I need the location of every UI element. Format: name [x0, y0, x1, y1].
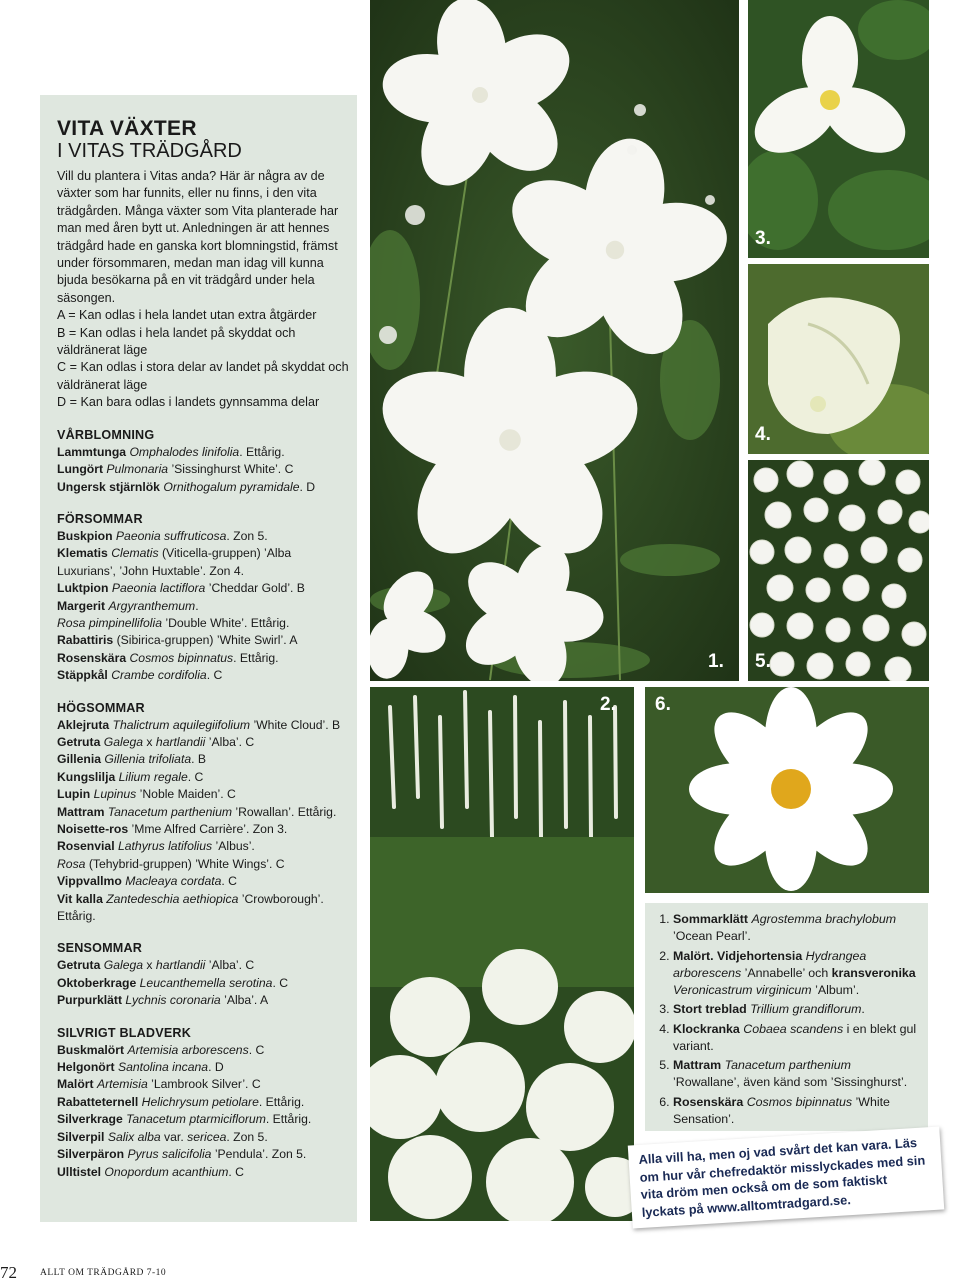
text-run: Ornithogalum pyramidale [163, 479, 300, 494]
section-heading: SILVRIGT BLADVERK [57, 1025, 192, 1040]
legend-b: B = Kan odlas i hela landet på skyddat och väldränerat läge [57, 325, 296, 358]
plant-entry: Rosa (Tehybrid-gruppen) ’White Wings’. C [57, 856, 285, 871]
plant-entry: Gillenia Gillenia trifoliata. B [57, 752, 207, 767]
feverfew-image [748, 460, 929, 681]
text-run: Ulltistel [57, 1164, 105, 1179]
text-run: Leucanthemella serotina [139, 975, 273, 990]
text-run: Getruta [57, 734, 104, 749]
plant-entry: Purpurklätt Lychnis coronaria ’Alba’. A [57, 993, 269, 1008]
photo-feverfew [748, 460, 929, 681]
text-run: Rosenskära [673, 1094, 747, 1109]
text-run: Lupin [57, 787, 94, 802]
text-run: Cobaea scandens [743, 1021, 844, 1036]
plant-entry: Ulltistel Onopordum acanthium. C [57, 1164, 244, 1179]
panel-content [57, 117, 349, 1181]
text-run: Oktoberkrage [57, 975, 140, 990]
text-run: Argyranthemum [108, 598, 196, 613]
photo-number-3: 3. [755, 228, 771, 249]
text-run: sericea [187, 1129, 227, 1144]
text-run: Klockranka [673, 1021, 744, 1036]
plant-list-panel [40, 95, 357, 1222]
intro-text [57, 168, 349, 412]
plant-entry: Vippvallmo Macleaya cordata. C [57, 874, 237, 889]
text-run: Pulmonaria [106, 462, 169, 477]
text-run: Helichrysum petiolare [141, 1094, 259, 1109]
plant-entry: Noisette-ros ’Mme Alfred Carrière’. Zon 3. [57, 822, 288, 836]
section-heading: VÅRBLOMNING [57, 427, 155, 442]
text-run: Gillenia [57, 752, 105, 767]
text-run: Omphalodes linifolia [129, 444, 240, 459]
text-run: Agrostemma brachylobum [751, 912, 897, 926]
plant-entry: Buskpion Paeonia suffruticosa. Zon 5. [57, 528, 268, 543]
text-run: Rosa pimpinellifolia [57, 615, 162, 630]
plant-entry: Lammtunga Omphalodes linifolia. Ettårig. [57, 444, 285, 459]
photo-agrostemma [370, 0, 739, 681]
text-run: Rosa [57, 856, 86, 871]
cobaea-image [748, 264, 929, 454]
photo-number-1: 1. [708, 651, 724, 672]
section-heading: FÖRSOMMAR [57, 511, 143, 526]
plant-entry: Rosenskära Cosmos bipinnatus. Ettårig. [57, 650, 279, 665]
caption-item: 4. Klockranka Cobaea scandens i en blekt gul variant. [673, 1021, 920, 1055]
text-run: Buskpion [57, 528, 116, 543]
photo-cobaea [748, 264, 929, 454]
text-run: Santolina incana [117, 1060, 209, 1075]
text-run: Helgonört [57, 1060, 118, 1075]
text-run: Kungslilja [57, 769, 119, 784]
text-run: Rosenskära [57, 650, 130, 665]
text-run: Lungört [57, 462, 107, 477]
text-run: Ungersk stjärnlök [57, 479, 164, 494]
text-run: Macleaya cordata [125, 874, 222, 889]
plant-entry: Aklejruta Thalictrum aquilegiifolium ’White Cloud’. B [57, 717, 341, 732]
text-run: Malört [57, 1077, 97, 1092]
intro-paragraph: Vill du plantera i Vitas anda? Här är några av de växter som har funnits, eller nu finns, i den vita trädgården. Många växter som Vita planterade har man med åren bytt ut. Anledningen är att hennes trädgård hade en ganska kort blomningstid, främst under försommaren, medan man idag vill kunna bjuda besökarna på en vit trädgård under hela säsongen. [57, 169, 339, 305]
photo-hydrangea [370, 687, 634, 1221]
plant-entry: Rabatteternell Helichrysum petiolare. Ettårig. [57, 1094, 305, 1109]
plant-entry: Lungört Pulmonaria ’Sissinghurst White’. C [57, 462, 294, 477]
plant-entry: Ungersk stjärnlök Ornithogalum pyramidale. D [57, 479, 316, 494]
photo-number-4: 4. [755, 424, 771, 445]
text-run: Rabatteternell [57, 1094, 142, 1109]
plant-section [57, 700, 349, 926]
text-run: Purpurklätt [57, 993, 126, 1008]
text-run: Luktpion [57, 581, 112, 596]
text-run: Rabattiris [57, 633, 117, 648]
text-run: Pyrus salicifolia [127, 1147, 212, 1162]
text-run: Clematis [111, 546, 159, 561]
plant-entry: Oktoberkrage Leucanthemella serotina. C [57, 975, 289, 990]
text-run: Paeonia suffruticosa [115, 528, 227, 543]
text-run: Lupinus [93, 787, 137, 802]
plant-entry: Kungslilja Lilium regale. C [57, 769, 204, 784]
promo-note-text: Alla vill ha, men oj vad svårt det kan vara. Läs om hur vår chefredaktör misslyckades med sin vita dröm men också om de som faktiskt lyckats på www.alltomtradgard.se. [638, 1134, 926, 1220]
text-run: Silverkrage [57, 1112, 127, 1127]
plant-section [57, 511, 349, 685]
plant-entry: Rosa pimpinellifolia ’Double White’. Ettårig. [57, 615, 290, 630]
plant-entry: Mattram Tanacetum parthenium ’Rowallan’. Ettårig. [57, 804, 337, 819]
text-run: Cosmos bipinnatus [746, 1094, 853, 1109]
plant-entry: Silverkrage Tanacetum ptarmiciflorum. Ettårig. [57, 1112, 312, 1127]
text-run: Rosenvial [57, 839, 118, 854]
photo-trillium [748, 0, 929, 258]
plant-section [57, 940, 349, 1009]
caption-item: 3. Stort treblad Trillium grandiflorum. [673, 1001, 920, 1018]
text-run: Mattram [673, 1058, 725, 1072]
plant-entry: Helgonört Santolina incana. D [57, 1060, 224, 1075]
page-number: 72 [0, 1263, 17, 1282]
text-run: Silverpäron [57, 1147, 128, 1162]
promo-note [628, 1127, 944, 1229]
plant-entry: Klematis Clematis (Viticella-gruppen) ’Alba Luxurians’, ’John Huxtable’. Zon 4. [57, 546, 292, 578]
text-run: Stort treblad [673, 1002, 751, 1016]
plant-entry: Luktpion Paeonia lactiflora ’Cheddar Gold’. B [57, 581, 305, 596]
text-run: Lathyrus latifolius [117, 839, 213, 854]
caption-item: 1. Sommarklätt Agrostemma brachylobum ’Ocean Pearl’. [673, 911, 920, 945]
text-run: Paeonia lactiflora [111, 581, 206, 596]
text-run: Onopordum acanthium [104, 1164, 229, 1179]
plant-entry: Silverpäron Pyrus salicifolia ’Pendula’. Zon 5. [57, 1147, 307, 1162]
text-run: Artemisia arborescens [127, 1042, 249, 1057]
caption-item: 6. Rosenskära Cosmos bipinnatus ’White Sensation’. [673, 1094, 920, 1128]
text-run: Salix alba [107, 1129, 161, 1144]
plant-entry: Malört Artemisia ’Lambrook Silver’. C [57, 1077, 261, 1092]
text-run: Noisette-ros [57, 822, 132, 836]
text-run: Vippvallmo [57, 874, 126, 889]
text-run: Galega [103, 958, 144, 973]
text-run: Crambe cordifolia [111, 668, 207, 683]
text-run: Silverpil [57, 1129, 108, 1144]
plant-entry: Rosenvial Lathyrus latifolius ’Albus’. [57, 839, 255, 854]
text-run: kransveronika [831, 965, 916, 980]
text-run: Margerit [57, 598, 109, 613]
section-heading: SENSOMMAR [57, 941, 143, 956]
text-run: Thalictrum aquilegiifolium [112, 717, 251, 732]
text-run: hartlandii [155, 734, 206, 749]
cosmos-image [645, 687, 929, 893]
text-run: Getruta [57, 958, 104, 973]
text-run: Hydrangea arborescens [673, 948, 867, 980]
text-run: Buskmalört [57, 1042, 128, 1057]
legend-c: C = Kan odlas i stora delar av landet på skyddat och väldränerat läge [57, 360, 349, 392]
plant-entry: Silverpil Salix alba var. sericea. Zon 5. [57, 1129, 268, 1144]
text-run: Cosmos bipinnatus [129, 650, 234, 665]
caption-item: 5. Mattram Tanacetum parthenium ’Rowallane’, även känd som ’Sissinghurst’. [673, 1057, 920, 1091]
text-run: Lammtunga [57, 444, 130, 459]
caption-list [645, 903, 928, 1128]
caption-item: 2. Malört. Vidjehortensia Hydrangea arborescens ’Annabelle’ och kransveronika Veronicastrum virginicum ’Album’. [673, 948, 920, 999]
text-run: Malört. Vidjehortensia [673, 948, 806, 963]
trillium-image [748, 0, 929, 258]
text-run: Lilium regale [118, 769, 188, 784]
plant-entry: Stäppkål Crambe cordifolia. C [57, 668, 223, 683]
text-run: Veronicastrum virginicum [673, 982, 812, 997]
photo-cosmos [645, 687, 929, 893]
text-run: Galega [103, 734, 144, 749]
photo-number-2: 2. [600, 694, 616, 715]
plant-entry: Vit kalla Zantedeschia aethiopica ’Crowborough’. Ettårig. [57, 891, 324, 924]
photo-number-6: 6. [655, 694, 671, 715]
text-run: Mattram [57, 804, 108, 819]
text-run: Lychnis coronaria [125, 993, 221, 1008]
text-run: Trillium grandiflorum [750, 1002, 862, 1016]
plant-entry: Rabattiris (Sibirica-gruppen) ’White Swirl’. A [57, 633, 298, 648]
text-run: Tanacetum parthenium [107, 804, 233, 819]
text-run: Klematis [57, 546, 112, 561]
text-run: Gillenia trifoliata [104, 752, 192, 767]
plant-section [57, 427, 349, 496]
plant-entry: Lupin Lupinus ’Noble Maiden’. C [57, 787, 236, 802]
plant-sections [57, 427, 349, 1181]
text-run: Stäppkål [57, 668, 112, 683]
photo-number-5: 5. [755, 651, 771, 672]
plant-section [57, 1025, 349, 1181]
agrostemma-image [370, 0, 739, 681]
plant-entry: Margerit Argyranthemum. [57, 598, 199, 613]
legend-a: A = Kan odlas i hela landet utan extra åtgärder [57, 308, 317, 323]
text-run: Tanacetum ptarmiciflorum [126, 1112, 266, 1127]
text-run: Vit kalla [57, 891, 107, 906]
panel-title: VITA VÄXTER [57, 117, 197, 140]
photo-captions [645, 903, 928, 1131]
text-run: Aklejruta [57, 717, 113, 732]
text-run: Tanacetum parthenium [724, 1058, 851, 1072]
plant-entry: Buskmalört Artemisia arborescens. C [57, 1042, 265, 1057]
text-run: Zantedeschia aethiopica [106, 891, 239, 906]
section-heading: HÖGSOMMAR [57, 700, 145, 715]
legend-d: D = Kan bara odlas i landets gynnsamma delar [57, 395, 320, 410]
plant-entry: Getruta Galega x hartlandii ’Alba’. C [57, 734, 255, 749]
plant-entry: Getruta Galega x hartlandii ’Alba’. C [57, 958, 255, 973]
magazine-name: ALLT OM TRÄDGÅRD 7-10 [40, 1268, 167, 1278]
text-run: hartlandii [155, 958, 206, 973]
text-run: Sommarklätt [673, 912, 752, 926]
text-run: Artemisia [96, 1077, 148, 1092]
hydrangea-image [370, 687, 634, 1221]
panel-subtitle: I VITAS TRÄDGÅRD [57, 140, 242, 162]
